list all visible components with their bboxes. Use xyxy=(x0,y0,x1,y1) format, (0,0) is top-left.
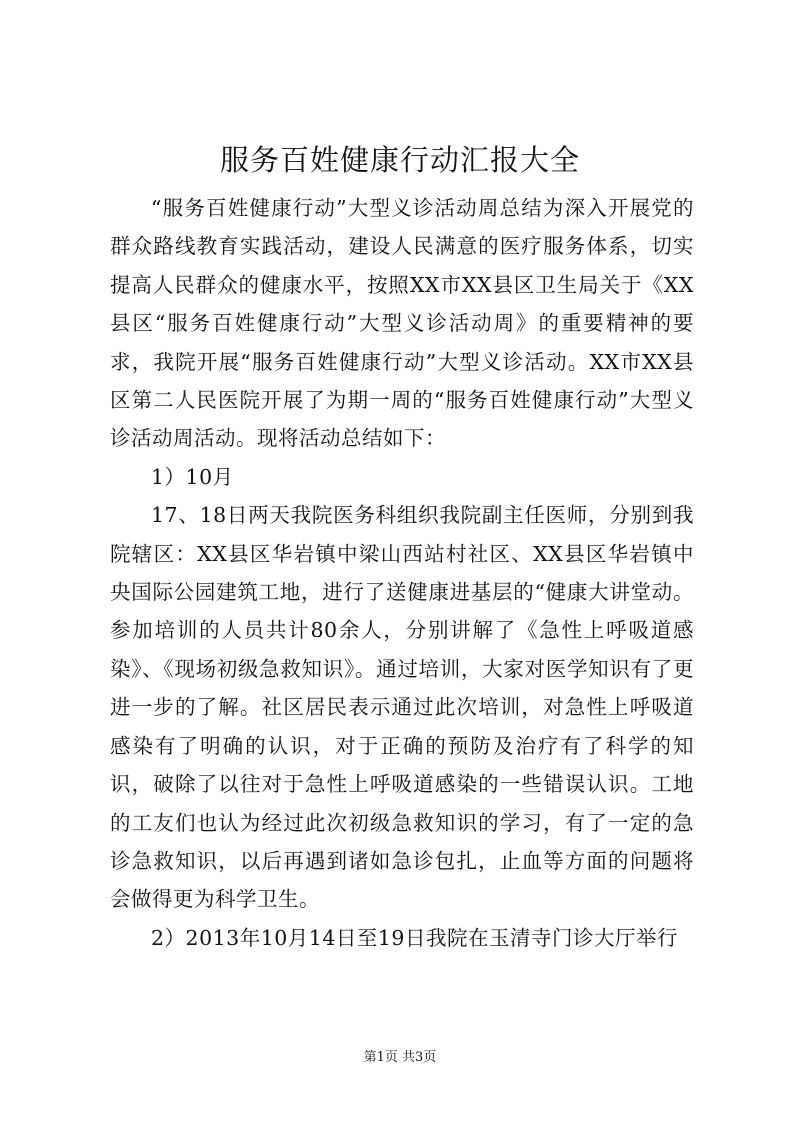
paragraph-item-2: 2）2013年10月14日至19日我院在玉清寺门诊大厅举行 xyxy=(151,925,678,950)
paragraph-item-1-heading: 1）10月 xyxy=(151,464,234,489)
paragraph-item-1-detail: 17、18日两天我院医务科组织我院副主任医师，分别到我院辖区：XX县区华岩镇中梁山西站村社区、XX县区华岩镇中央国际公园建筑工地，进行了送健康进基层的“健康大讲堂动。参加培训的人员共计80余人，分别讲解了《急性上呼吸道感染》、《现场初级急救知识》。通过培训，大家对医学知识有了更进一步的了解。社区居民表示通过此次培训，对急性上呼吸道感染有了明确的认识，对于正确的预防及治疗有了科学的知识，破除了以往对于急性上呼吸道感染的一些错误认识。工地的工友们也认为经过此次初级急救知识的学习，有了一定的急诊急救知识，以后再遇到诸如急诊包扎，止血等方面的问题将会做得更为科学卫生。 xyxy=(110,503,694,912)
page-footer: 第1页 共3页 xyxy=(363,1050,437,1065)
document-body xyxy=(110,189,694,957)
paragraph-intro: “服务百姓健康行动”大型义诊活动周总结为深入开展党的群众路线教育实践活动，建设人民满意的医疗服务体系，切实提高人民群众的健康水平，按照XX市XX县区卫生局关于《XX县区“服务百姓健康行动”大型义诊活动周》的重要精神的要求，我院开展“服务百姓健康行动”大型义诊活动。XX市XX县区第二人民医院开展了为期一周的“服务百姓健康行动”大型义诊活动周活动。现将活动总结如下： xyxy=(110,196,694,451)
document-title: 服务百姓健康行动汇报大全 xyxy=(219,143,580,177)
